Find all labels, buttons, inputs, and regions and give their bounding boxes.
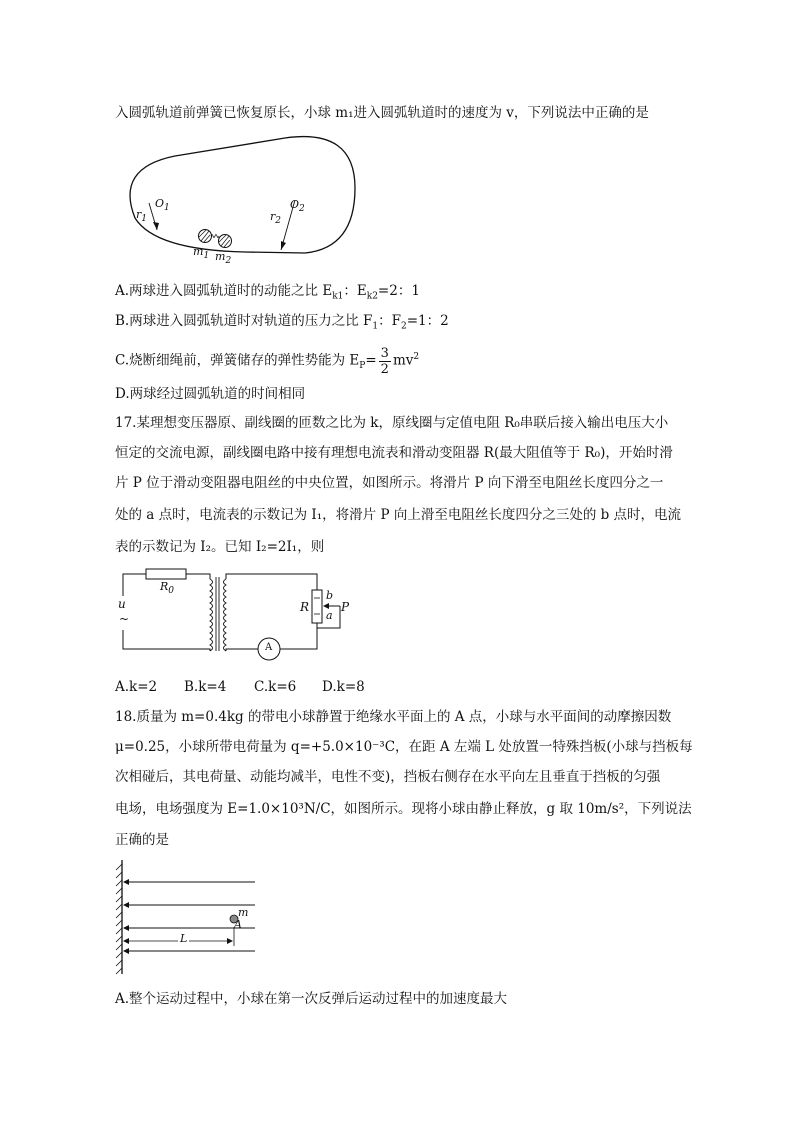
q18-line-2: μ=0.25，小球所带电荷量为 q=+5.0×10⁻³C，在距 A 左端 L 处放置一特殊挡板(小球与挡板每 [115, 739, 693, 755]
intro-line: 入圆弧轨道前弹簧已恢复原长，小球 m₁进入圆弧轨道时的速度为 v，下列说法中正确的是 [115, 105, 649, 121]
q17-options [115, 677, 365, 697]
ammeter-label: A [265, 642, 273, 653]
fraction-3-2: $\frac{3}{2}$ [380, 345, 389, 377]
q17-line-5: 表的示数记为 I₂。已知 I₂=2I₁，则 [115, 539, 325, 555]
label-l: L [180, 932, 188, 945]
label-r2: $r_2$ [270, 210, 281, 227]
option-16b: B.两球进入圆弧轨道时对轨道的压力之比 $F_1$：$F_2=1$：2 [115, 313, 449, 332]
q17-line-3: 片 P 位于滑动变阻器电阻丝的中央位置，如图所示。将滑片 P 向下滑至电阻丝长度四分之一 [115, 475, 664, 491]
q18-line-1: 18.质量为 m=0.4kg 的带电小球静置于绝缘水平面上的 A 点，小球与水平面间的动摩擦因数 [115, 709, 672, 725]
option-16d: D.两球经过圆弧轨道的时间相同 [115, 386, 306, 402]
label-r0: $R_0$ [160, 580, 175, 597]
label-a: a [326, 609, 333, 622]
figure-track [115, 128, 360, 273]
label-b: b [326, 589, 334, 602]
label-u: u [118, 597, 126, 611]
option-17d: D.k=8 [322, 679, 365, 695]
label-o1: $O_1$ [155, 197, 170, 214]
label-tilde: ~ [119, 612, 130, 626]
label-r1: $r_1$ [136, 208, 147, 225]
option-17b: B.k=4 [184, 679, 227, 695]
option-16a: A.两球进入圆弧轨道时的动能之比 $E_{k1}$：$E_{k2}=2$：1 [115, 283, 420, 302]
option-18a: A.整个运动过程中，小球在第一次反弹后运动过程中的加速度最大 [115, 991, 508, 1007]
label-r: R [300, 600, 310, 614]
q18-line-5: 正确的是 [115, 832, 169, 848]
label-o2: $O_2$ [290, 198, 305, 215]
q18-line-3: 次相碰后，其电荷量、动能均减半，电性不变)，挡板右侧存在水平向左且垂直于挡板的匀强 [115, 769, 661, 785]
option-17a: A.k=2 [115, 679, 158, 695]
option-16c: C.烧断细绳前，弹簧储存的弹性势能为 $E_P=$ $\frac{3}{2}$ $mv^2$ [115, 345, 420, 377]
q17-line-1: 17.某理想变压器原、副线圈的匝数之比为 k，原线圈与定值电阻 R₀串联后接入输出电压大小 [115, 415, 669, 431]
q18-line-4: 电场，电场强度为 E=1.0×10³N/C，如图所示。现将小球由静止释放，g 取 10m/s²，下列说法 [115, 801, 692, 817]
label-m2: $m_2$ [215, 250, 232, 267]
label-m: m [238, 906, 249, 919]
option-17c: C.k=6 [254, 679, 297, 695]
label-m1: $m_1$ [193, 245, 210, 262]
label-point-a: A [234, 918, 242, 931]
figure-transformer-circuit [118, 568, 358, 663]
label-p: P [341, 600, 350, 614]
q17-line-2: 恒定的交流电源，副线圈电路中接有理想电流表和滑动变阻器 R(最大阻值等于 R₀)，开始时滑 [115, 445, 673, 461]
q17-line-4: 处的 a 点时，电流表的示数记为 I₁，将滑片 P 向上滑至电阻丝长度四分之三处的 b 点时，电流 [115, 507, 682, 523]
